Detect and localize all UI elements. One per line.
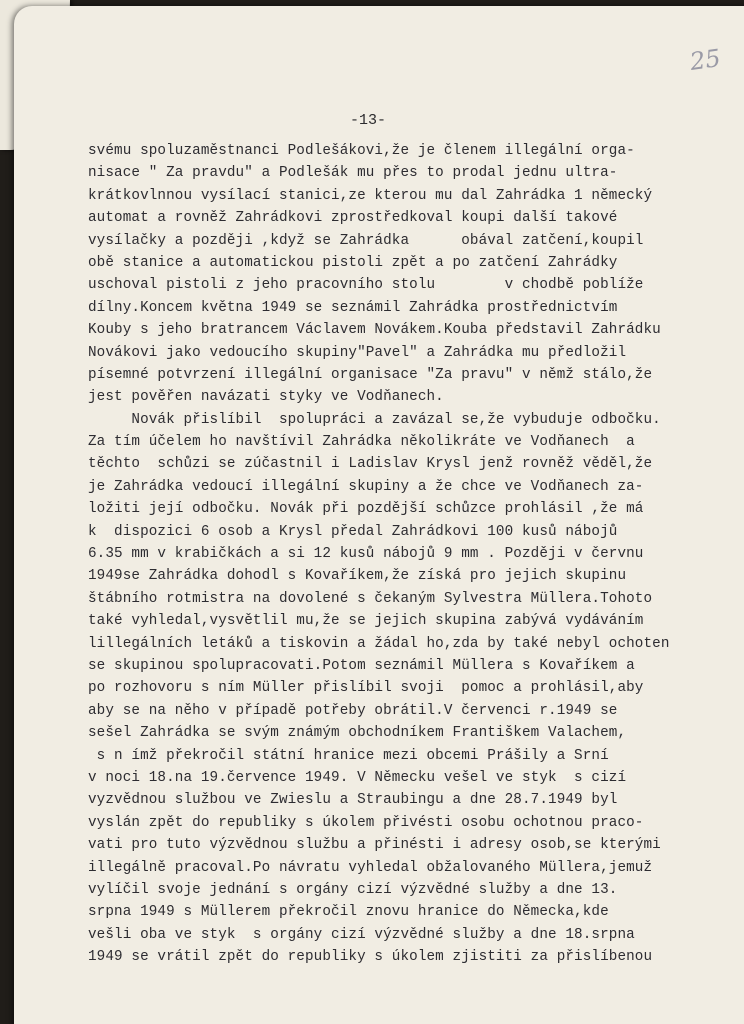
text-line: aby se na něho v případě potřeby obrátil.V červenci r.1949 se bbox=[88, 702, 618, 719]
text-line: v noci 18.na 19.července 1949. V Německu vešel ve styk s cizí bbox=[88, 769, 627, 786]
text-line: štábního rotmistra na dovolené s čekaným Sylvestra Müllera.Tohoto bbox=[88, 590, 653, 607]
text-line: lillegálních letáků a tiskovin a žádal ho,zda by také nebyl ochoten bbox=[88, 635, 670, 652]
text-line: písemné potvrzení illegální organisace "Za pravu" v němž stálo,že bbox=[88, 366, 653, 383]
text-line: k dispozici 6 osob a Krysl předal Zahrádkovi 100 kusů nábojů bbox=[88, 523, 618, 540]
text-line: se skupinou spolupracovati.Potom seznámil Müllera s Kovaříkem a bbox=[88, 657, 635, 674]
text-line: vešli oba ve styk s orgány cizí výzvědné služby a dne 18.srpna bbox=[88, 926, 635, 943]
text-line: po rozhovoru s ním Müller přislíbil svoji pomoc a prohlásil,aby bbox=[88, 680, 644, 697]
text-line: vysílačky a později ,když se Zahrádka obával zatčení,koupil bbox=[88, 232, 644, 249]
text-line: Novák přislíbil spolupráci a zavázal se,že vybuduje odbočku. bbox=[88, 411, 661, 428]
text-line: nisace " Za pravdu" a Podlešák mu přes to prodal jednu ultra- bbox=[88, 165, 618, 182]
text-line: Za tím účelem ho navštívil Zahrádka několikráte ve Vodňanech a bbox=[88, 434, 635, 451]
text-line: s n ímž překročil státní hranice mezi obcemi Prášily a Srní bbox=[88, 747, 609, 764]
text-line: vylíčil svoje jednání s orgány cizí výzvědné služby a dne 13. bbox=[88, 881, 618, 898]
text-line: Kouby s jeho bratrancem Václavem Novákem.Kouba představil Zahrádku bbox=[88, 322, 661, 339]
page-number: -13- bbox=[350, 112, 387, 129]
text-line: 1949se Zahrádka dohodl s Kovaříkem,že získá pro jejich skupinu bbox=[88, 568, 627, 585]
text-line: 6.35 mm v krabičkách a si 12 kusů nábojů 9 mm . Později v červnu bbox=[88, 546, 644, 563]
text-line: těchto schůzi se zúčastnil i Ladislav Krysl jenž rovněž věděl,že bbox=[88, 456, 653, 473]
text-line: také vyhledal,vysvětlil mu,že se jejich skupina zabývá vydáváním bbox=[88, 613, 644, 630]
text-line: sešel Zahrádka se svým známým obchodníkem Františkem Valachem, bbox=[88, 725, 627, 742]
text-line: uschoval pistoli z jeho pracovního stolu v chodbě poblíže bbox=[88, 277, 644, 294]
text-line: automat a rovněž Zahrádkovi zprostředkoval koupi další takové bbox=[88, 210, 618, 227]
text-line: ložiti její odbočku. Novák při pozdější schůzce prohlásil ,že má bbox=[88, 501, 644, 518]
text-line: obě stanice a automatickou pistoli zpět a po zatčení Zahrádky bbox=[88, 254, 618, 271]
text-line: krátkovlnnou vysílací stanici,ze kterou mu dal Zahrádka 1 německý bbox=[88, 187, 653, 204]
text-line: je Zahrádka vedoucí illegální skupiny a že chce ve Vodňanech za- bbox=[88, 478, 644, 495]
text-line: vyzvědnou službou ve Zwieslu a Straubingu a dne 28.7.1949 byl bbox=[88, 792, 618, 809]
text-line: srpna 1949 s Müllerem překročil znovu hranice do Německa,kde bbox=[88, 904, 609, 921]
typewritten-body bbox=[88, 140, 728, 968]
text-line: dílny.Koncem května 1949 se seznámil Zahrádka prostřednictvím bbox=[88, 299, 618, 316]
text-line: vyslán zpět do republiky s úkolem přivésti osobu ochotnou praco- bbox=[88, 814, 644, 831]
text-line: Novákovi jako vedoucího skupiny"Pavel" a Zahrádka mu předložil bbox=[88, 344, 627, 361]
text-line: svému spoluzaměstnanci Podlešákovi,že je členem illegální orga- bbox=[88, 143, 635, 159]
text-line: jest pověřen navázati styky ve Vodňanech. bbox=[88, 389, 444, 406]
text-line: illegálně pracoval.Po návratu vyhledal obžalovaného Müllera,jemuž bbox=[88, 859, 653, 876]
handwritten-folio-number: 25 bbox=[688, 44, 723, 76]
text-line: vati pro tuto výzvědnou službu a přinésti i adresy osob,se kterými bbox=[88, 837, 661, 854]
text-line: 1949 se vrátil zpět do republiky s úkolem zjistiti za přislíbenou bbox=[88, 949, 653, 966]
